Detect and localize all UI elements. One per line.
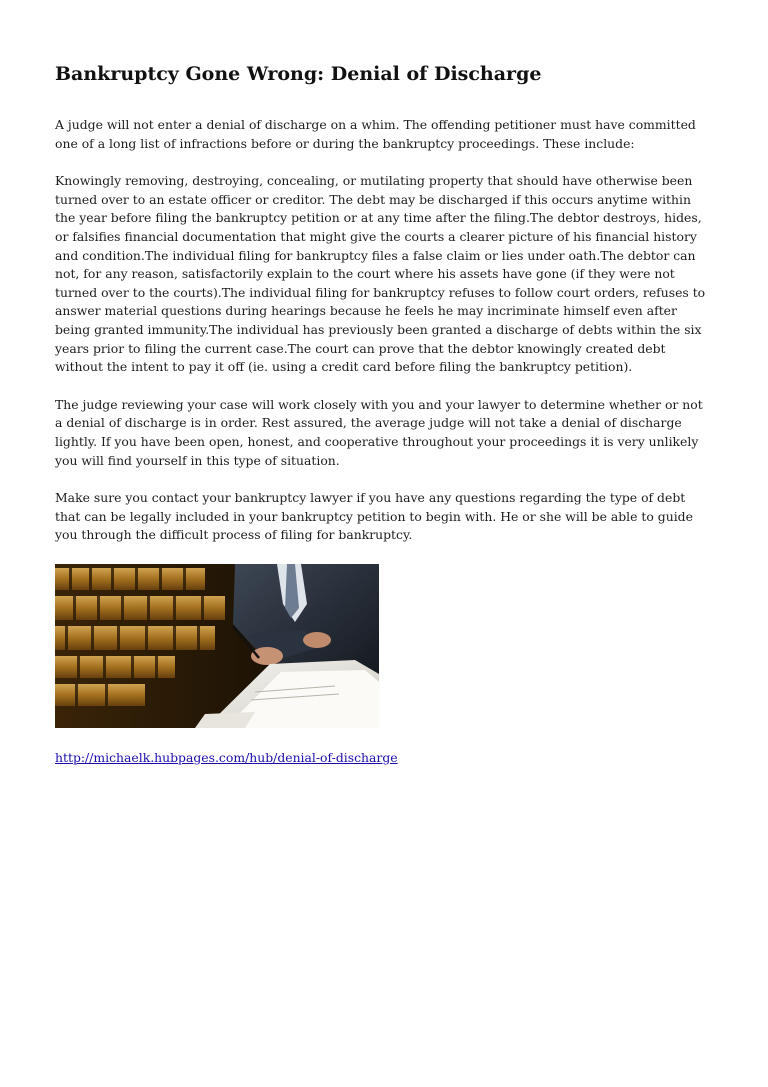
paragraph-contact-lawyer: Make sure you contact your bankruptcy lawyer if you have any questions regarding the type of debt that can be legally included in your bankruptcy petition to begin with. He or she will be able to guide you through the difficult process of filing for bankruptcy. — [55, 490, 693, 543]
article-body — [55, 116, 713, 545]
lawyer-signing-document-image — [55, 564, 379, 728]
source-link[interactable]: http://michaelk.hubpages.com/hub/denial-of-discharge — [55, 749, 398, 765]
paragraph-intro: A judge will not enter a denial of discharge on a whim. The offending petitioner must have committed one of a long list of infractions before or during the bankruptcy proceedings. These include: — [55, 117, 696, 151]
paragraph-infractions: Knowingly removing, destroying, concealing, or mutilating property that should have otherwise been turned over to an estate officer or creditor. The debt may be discharged if this occurs anytime within the year before filing the bankruptcy petition or at any time after the filing.The debtor destroys, hides, or falsifies financial documentation that might give the courts a clearer picture of his financial history and condition.The individual filing for bankruptcy files a false claim or lies under oath.The debtor can not, for any reason, satisfactorily explain to the court where his assets have gone (if they were not turned over to the courts).The individual filing for bankruptcy refuses to follow court orders, refuses to answer material questions during hearings because he feels he may incriminate himself even after being granted immunity.The individual has previously been granted a discharge of debts within the six years prior to filing the current case.The court can prove that the debtor knowingly created debt without the intent to pay it off (ie. using a credit card before filing the bankruptcy petition). — [55, 173, 706, 375]
page-title: Bankruptcy Gone Wrong: Denial of Discharge — [55, 63, 542, 85]
paragraph-judge-review: The judge reviewing your case will work closely with you and your lawyer to determine whether or not a denial of discharge is in order. Rest assured, the average judge will not take a denial of discharge lightly. If you have been open, honest, and cooperative throughout your proceedings it is very unlikely you will find yourself in this type of situation. — [55, 396, 703, 468]
